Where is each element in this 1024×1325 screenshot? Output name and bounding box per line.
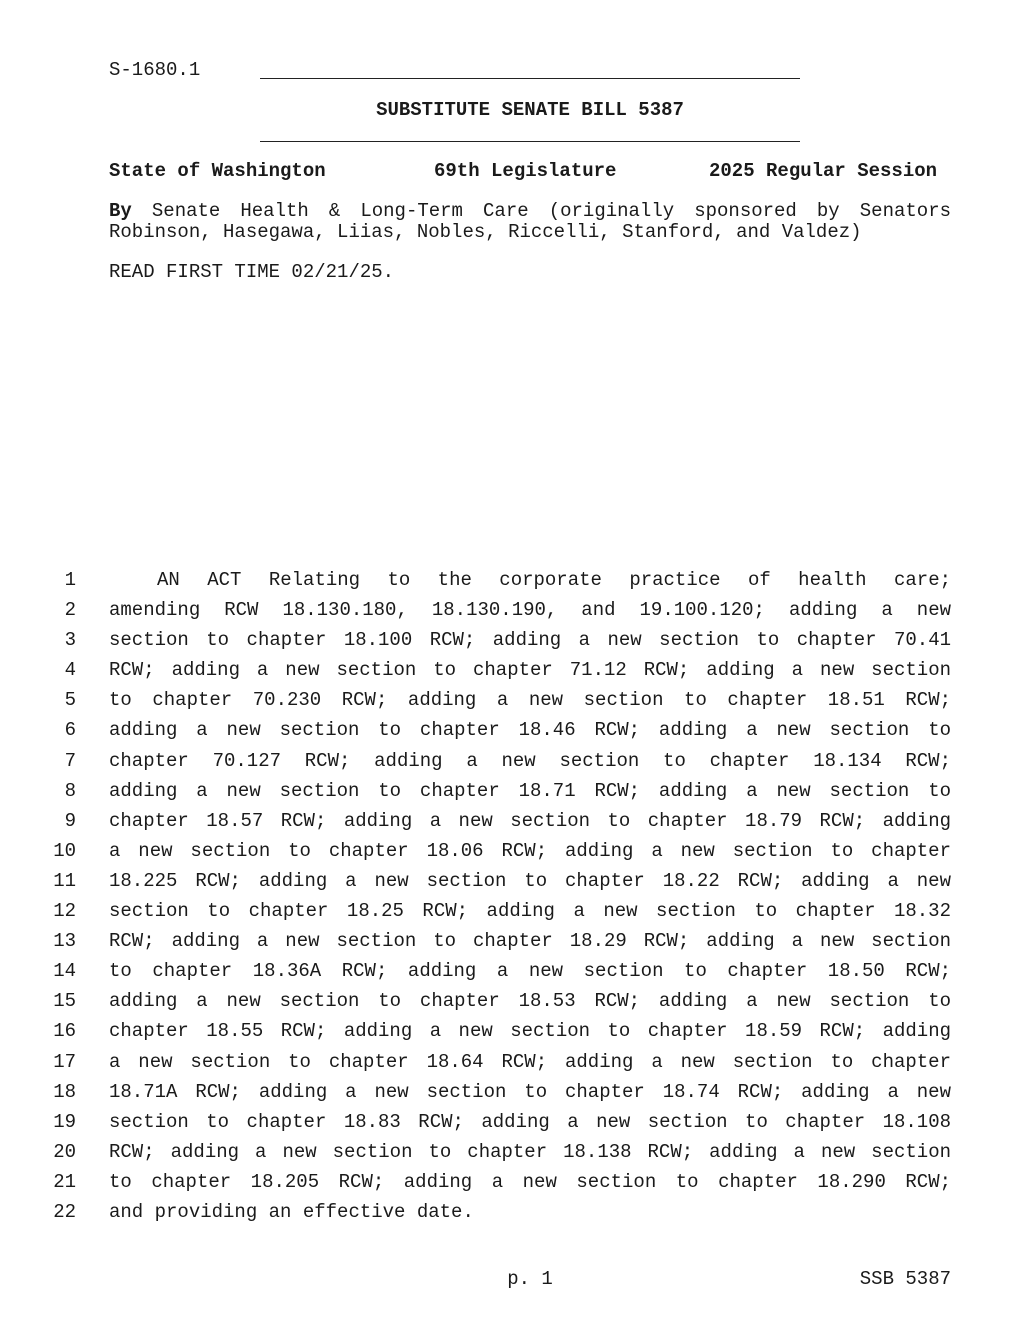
sponsor-block [109, 201, 951, 243]
body-line [0, 747, 1024, 777]
bill-body [0, 566, 1024, 1228]
line-number: 7 [64, 749, 76, 772]
body-line [0, 777, 1024, 807]
legislature: 69th Legislature [434, 160, 617, 182]
line-text: RCW; adding a new section to chapter 18.138 RCW; adding a new section [109, 1140, 951, 1163]
line-text: section to chapter 18.25 RCW; adding a new section to chapter 18.32 [109, 900, 951, 923]
line-text: adding a new section to chapter 18.46 RCW; adding a new section to [109, 719, 951, 742]
line-number: 5 [64, 689, 76, 712]
body-line [0, 1078, 1024, 1108]
line-number: 1 [64, 569, 76, 591]
line-text: and providing an effective date. [109, 1200, 474, 1223]
session: 2025 Regular Session [709, 160, 938, 182]
body-line [0, 1198, 1024, 1228]
line-number: 20 [53, 1140, 76, 1163]
body-line [0, 686, 1024, 716]
line-number: 13 [53, 930, 76, 953]
body-line [0, 1108, 1024, 1138]
line-number: 12 [53, 900, 76, 923]
bill-title: SUBSTITUTE SENATE BILL 5387 [376, 99, 684, 121]
body-line [0, 566, 1024, 596]
body-line [0, 957, 1024, 987]
page-number: p. 1 [507, 1268, 553, 1290]
sponsor-line-2: Robinson, Hasegawa, Liias, Nobles, Riccelli, Stanford, and Valdez) [109, 221, 862, 243]
body-line [0, 596, 1024, 626]
body-line [0, 1048, 1024, 1078]
by-label: By [109, 200, 132, 222]
line-number: 22 [53, 1200, 76, 1223]
line-text: chapter 18.55 RCW; adding a new section to chapter 18.59 RCW; adding [109, 1020, 951, 1043]
state-name: State of Washington [109, 160, 326, 182]
line-text: 18.225 RCW; adding a new section to chapter 18.22 RCW; adding a new [109, 869, 951, 892]
line-text: adding a new section to chapter 18.53 RCW; adding a new section to [109, 990, 951, 1013]
line-text: to chapter 70.230 RCW; adding a new section to chapter 18.51 RCW; [109, 689, 951, 712]
line-text: section to chapter 18.83 RCW; adding a new section to chapter 18.108 [109, 1110, 951, 1133]
line-number: 19 [53, 1110, 76, 1133]
line-text: AN ACT Relating to the corporate practice of health care; [157, 569, 951, 591]
body-line [0, 897, 1024, 927]
line-number: 6 [64, 719, 76, 742]
line-number: 4 [64, 659, 76, 682]
footer-bill-id: SSB 5387 [859, 1268, 951, 1290]
line-number: 2 [64, 599, 76, 622]
body-line [0, 716, 1024, 746]
line-text: a new section to chapter 18.64 RCW; adding a new section to chapter [109, 1050, 951, 1073]
body-line [0, 626, 1024, 656]
title-rule-bottom [260, 141, 800, 142]
body-line [0, 1017, 1024, 1047]
body-line [0, 927, 1024, 957]
line-number: 21 [53, 1170, 76, 1193]
line-text: adding a new section to chapter 18.71 RCW; adding a new section to [109, 779, 951, 802]
line-text: amending RCW 18.130.180, 18.130.190, and 19.100.120; adding a new [109, 599, 951, 622]
line-number: 8 [64, 779, 76, 802]
body-line [0, 1138, 1024, 1168]
line-text: RCW; adding a new section to chapter 18.29 RCW; adding a new section [109, 930, 951, 953]
line-text: chapter 18.57 RCW; adding a new section to chapter 18.79 RCW; adding [109, 809, 951, 832]
body-line [0, 656, 1024, 686]
body-line [0, 987, 1024, 1017]
line-number: 11 [53, 869, 76, 892]
line-number: 15 [53, 990, 76, 1013]
sponsor-line-1 [109, 201, 951, 222]
line-text: to chapter 18.205 RCW; adding a new section to chapter 18.290 RCW; [109, 1170, 951, 1193]
body-line [0, 837, 1024, 867]
sponsor-text-1: Senate Health & Long-Term Care (originally sponsored by Senators [151, 200, 951, 222]
line-text: to chapter 18.36A RCW; adding a new section to chapter 18.50 RCW; [109, 960, 951, 983]
line-number: 9 [64, 809, 76, 832]
read-first-time: READ FIRST TIME 02/21/25. [109, 261, 395, 283]
body-line [0, 867, 1024, 897]
line-text: 18.71A RCW; adding a new section to chapter 18.74 RCW; adding a new [109, 1080, 951, 1103]
line-text: section to chapter 18.100 RCW; adding a new section to chapter 70.41 [109, 629, 951, 652]
body-line [0, 807, 1024, 837]
line-text: a new section to chapter 18.06 RCW; adding a new section to chapter [109, 839, 951, 862]
line-number: 17 [53, 1050, 76, 1073]
line-text: chapter 70.127 RCW; adding a new section to chapter 18.134 RCW; [109, 749, 951, 772]
line-text: RCW; adding a new section to chapter 71.12 RCW; adding a new section [109, 659, 951, 682]
draft-id: S-1680.1 [109, 59, 201, 81]
line-number: 16 [53, 1020, 76, 1043]
line-number: 18 [53, 1080, 76, 1103]
title-rule-top [260, 78, 800, 79]
body-line [0, 1168, 1024, 1198]
line-number: 3 [64, 629, 76, 652]
line-number: 10 [53, 839, 76, 862]
line-number: 14 [53, 960, 76, 983]
